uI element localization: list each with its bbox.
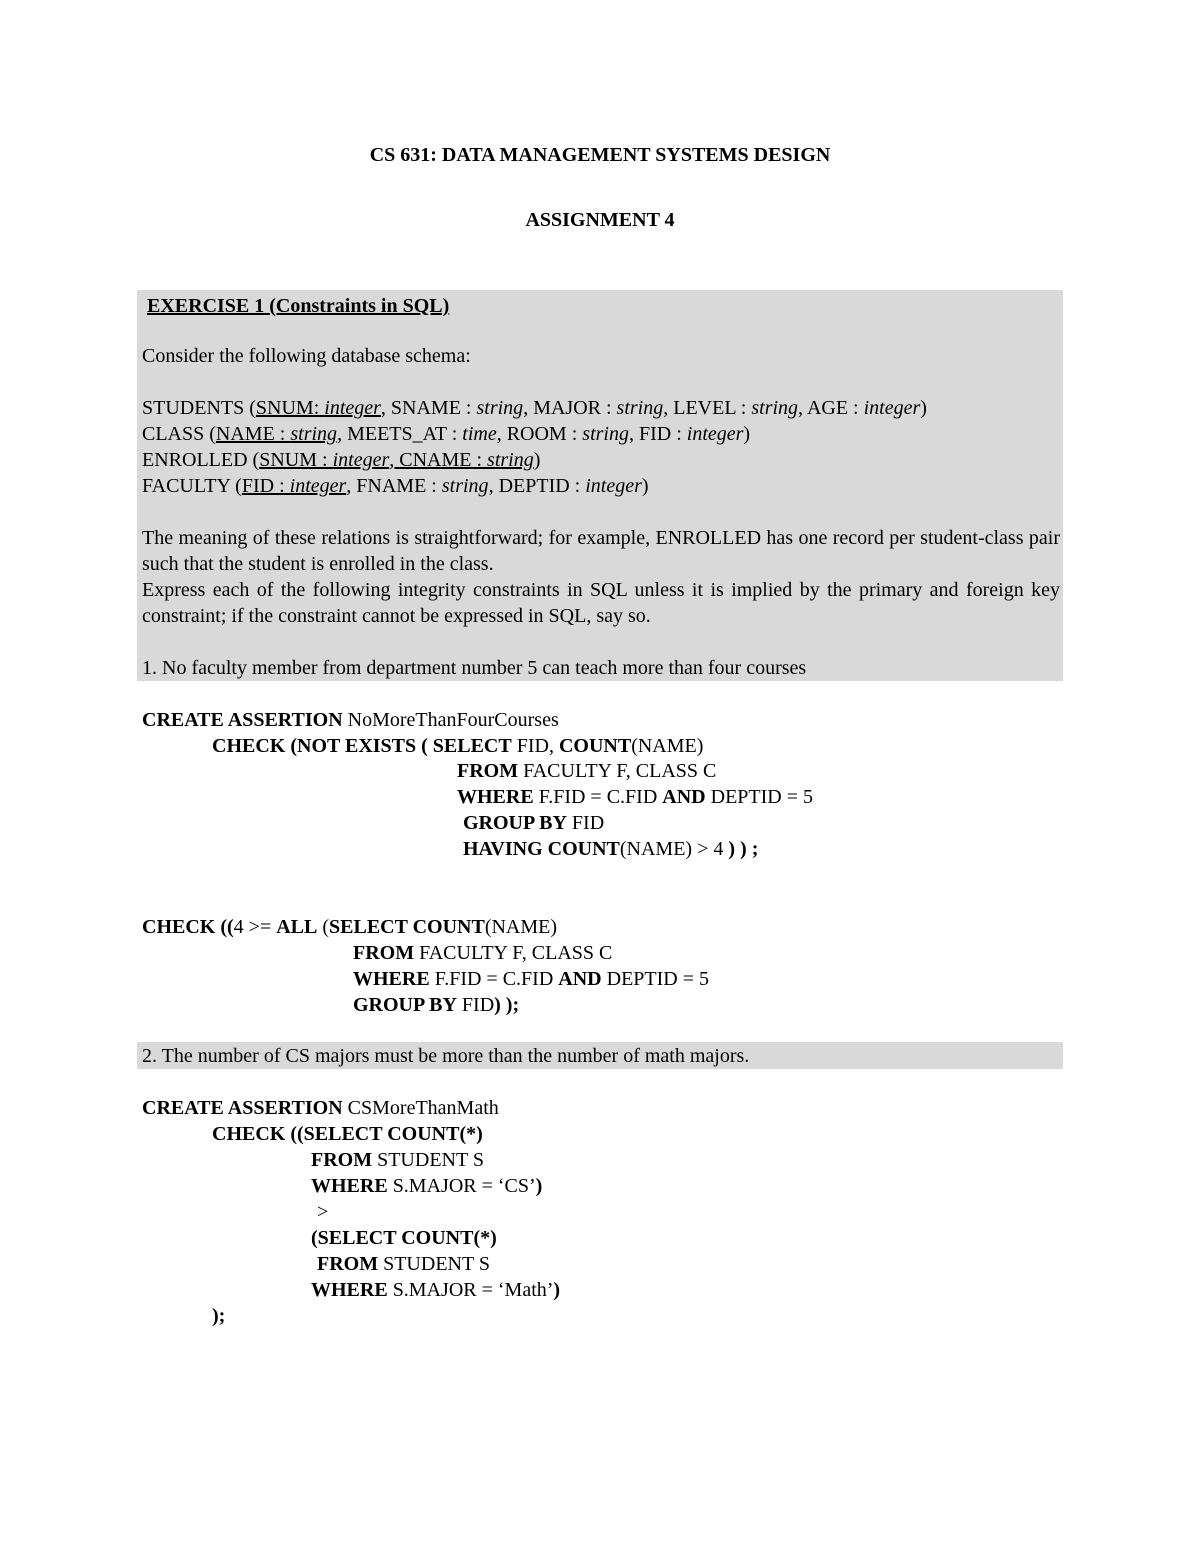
answer1a-check: CHECK (NOT EXISTS ( SELECT FID, COUNT(NAME) [212, 735, 704, 757]
exercise-title: EXERCISE 1 (Constraints in SQL) [147, 295, 450, 317]
answer2-create: CREATE ASSERTION CSMoreThanMath [142, 1097, 499, 1119]
answer1a-group-by: GROUP BY FID [463, 812, 605, 834]
answer1a-from: FROM FACULTY F, CLASS C [457, 760, 717, 782]
answer2-where-1: WHERE S.MAJOR = ‘CS’) [311, 1175, 543, 1197]
instruction-paragraph: Express each of the following integrity constraints in SQL unless it is implied by the primary and foreign key constraint; if the constraint cannot be expressed in SQL, say so. [142, 579, 1060, 627]
answer1a-having: HAVING COUNT(NAME) > 4 ) ) ; [463, 838, 759, 860]
question-2: 2. The number of CS majors must be more than the number of math majors. [142, 1045, 750, 1067]
schema-students: STUDENTS (SNUM: integer, SNAME : string, MAJOR : string, LEVEL : string, AGE : integer) [142, 397, 927, 419]
answer2-greater-than: > [317, 1201, 329, 1223]
schema-faculty: FACULTY (FID : integer, FNAME : string, DEPTID : integer) [142, 475, 649, 497]
answer1a-where: WHERE F.FID = C.FID AND DEPTID = 5 [457, 786, 814, 808]
answer2-where-2: WHERE S.MAJOR = ‘Math’) [311, 1279, 561, 1301]
schema-class: CLASS (NAME : string, MEETS_AT : time, ROOM : string, FID : integer) [142, 423, 751, 445]
question-1: 1. No faculty member from department number 5 can teach more than four courses [142, 657, 807, 679]
answer1b-group-by: GROUP BY FID) ); [353, 994, 520, 1016]
answer2-from-1: FROM STUDENT S [311, 1149, 484, 1171]
answer2-from-2: FROM STUDENT S [317, 1253, 490, 1275]
assignment-title: ASSIGNMENT 4 [525, 209, 675, 231]
answer1b-check: CHECK ((4 >= ALL (SELECT COUNT(NAME) [142, 916, 558, 938]
schema-enrolled: ENROLLED (SNUM : integer, CNAME : string) [142, 449, 541, 471]
answer1a-create: CREATE ASSERTION NoMoreThanFourCourses [142, 709, 559, 731]
answer2-check: CHECK ((SELECT COUNT(*) [212, 1123, 483, 1145]
answer2-end: ); [212, 1305, 226, 1327]
answer1b-from: FROM FACULTY F, CLASS C [353, 942, 613, 964]
course-title: CS 631: DATA MANAGEMENT SYSTEMS DESIGN [369, 144, 831, 166]
meaning-paragraph: The meaning of these relations is straightforward; for example, ENROLLED has one record per student-class pair such that the student is enrolled in the class. [142, 527, 1060, 575]
schema-intro: Consider the following database schema: [142, 345, 471, 367]
answer2-select-2: (SELECT COUNT(*) [311, 1227, 497, 1249]
answer1b-where: WHERE F.FID = C.FID AND DEPTID = 5 [353, 968, 710, 990]
